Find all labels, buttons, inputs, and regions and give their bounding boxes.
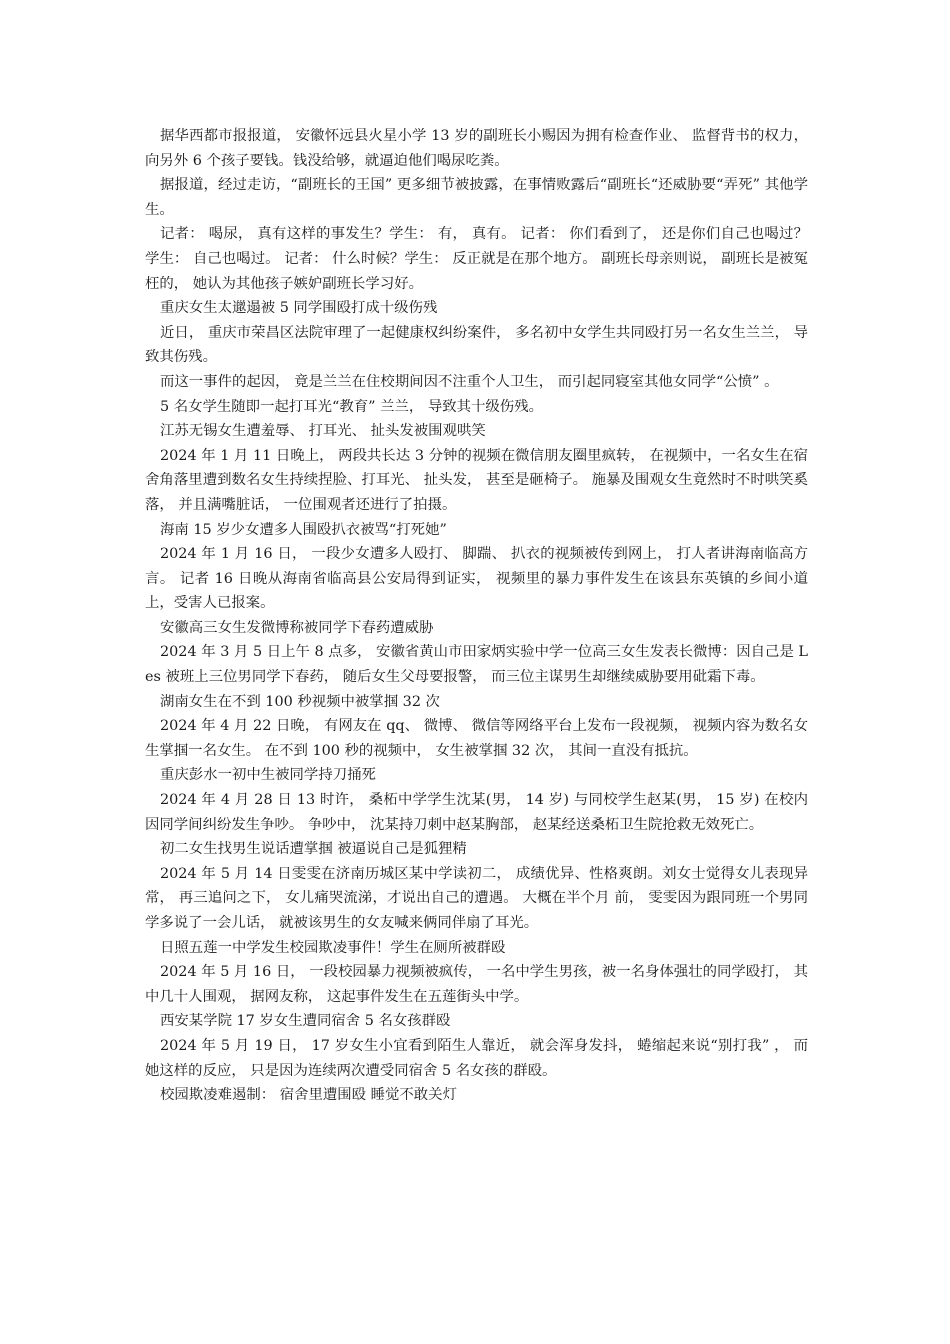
paragraph: 2024 年 5 月 19 日， 17 岁女生小宜看到陌生人靠近， 就会浑身发抖， 蜷缩起来说“别打我” ， 而她这样的反应， 只是因为连续两次遭受同宿舍 5 名女孩的群殴。 bbox=[145, 1037, 808, 1079]
paragraph: 2024 年 5 月 14 日雯雯在济南历城区某中学读初二， 成绩优异、性格爽朗。刘女士觉得女儿表现异常， 再三追问之下， 女儿痛哭流涕，才说出自己的遭遇。 大概在半个月 前， 雯雯因为跟同班一个男同学多说了一会儿话， 就被该男生的女友喊来俩同伴扇了耳光。 bbox=[145, 865, 808, 931]
paragraph: 据报道，经过走访，“副班长的王国” 更多细节被披露，在事情败露后“副班长“还威胁要“弄死” 其他学生。 bbox=[145, 177, 808, 218]
paragraph: 2024 年 1 月 11 日晚上， 两段共长达 3 分钟的视频在微信朋友圈里疯转， 在视频中，一名女生在宿舍角落里遭到数名女生持续捏脸、打耳光、 扯头发， 甚至是砸椅子。 施暴及围观女生竟然时不时哄笑奚落， 并且满嘴脏话， 一位围观者还进行了拍摄。 bbox=[145, 447, 808, 513]
paragraph: 据华西都市报报道， 安徽怀远县火星小学 13 岁的副班长小赐因为拥有检查作业、 监督背书的权力， 向另外 6 个孩子要钱。钱没给够，就逼迫他们喝尿吃粪。 bbox=[145, 128, 808, 169]
section-heading: 西安某学院 17 岁女生遭同宿舍 5 名女孩群殴 bbox=[160, 1013, 451, 1030]
paragraph: 而这一事件的起因， 竟是兰兰在住校期间因不注重个人卫生， 而引起同寝室其他女同学“公愤” 。 bbox=[160, 373, 779, 390]
paragraph: 2024 年 5 月 16 日， 一段校园暴力视频被疯传， 一名中学生男孩，被一名身体强壮的同学殴打， 其中几十人围观， 据网友称， 这起事件发生在五莲街头中学。 bbox=[145, 964, 808, 1005]
paragraph: 2024 年 3 月 5 日上午 8 点多， 安徽省黄山市田家炳实验中学一位高三女生发表长微博：因自己是 Les 被班上三位男同学下春药， 随后女生父母要报警， 而三位主谋男生却继续威胁要用砒霜下毒。 bbox=[145, 644, 808, 686]
section-heading: 校园欺凌难遏制： 宿舍里遭围殴 睡觉不敢关灯 bbox=[160, 1087, 457, 1104]
section-heading: 湖南女生在不到 100 秒视频中被掌掴 32 次 bbox=[160, 693, 440, 710]
paragraph: 2024 年 4 月 28 日 13 时许， 桑柘中学学生沈某(男， 14 岁) 与同校学生赵某(男， 15 岁) 在校内因同学间纠纷发生争吵。 争吵中， 沈某持刀刺中赵某胸部， 赵某经送桑柘卫生院抢救无效死亡。 bbox=[145, 792, 808, 833]
section-heading: 安徽高三女生发微博称被同学下春药遭威胁 bbox=[160, 619, 434, 636]
section-heading: 江苏无锡女生遭羞辱、 打耳光、 扯头发被围观哄笑 bbox=[160, 423, 486, 440]
section-heading: 海南 15 岁少女遭多人围殴扒衣被骂“打死她” bbox=[160, 521, 447, 538]
paragraph: 5 名女学生随即一起打耳光“教育” 兰兰， 导致其十级伤残。 bbox=[160, 398, 543, 415]
paragraph: 2024 年 4 月 22 日晚， 有网友在 qq、 微博、 微信等网络平台上发布一段视频， 视频内容为数名女生掌掴一名女生。 在不到 100 秒的视频中， 女生被掌掴 32 次， 其间一直没有抵抗。 bbox=[145, 718, 808, 759]
paragraph: 2024 年 1 月 16 日， 一段少女遭多人殴打、 脚踹、 扒衣的视频被传到网上， 打人者讲海南临高方言。 记者 16 日晚从海南省临高县公安局得到证实， 视频里的暴力事件发生在该县东英镇的乡间小道上，受害人已报案。 bbox=[145, 546, 808, 612]
section-heading: 重庆女生太邋遢被 5 同学围殴打成十级伤残 bbox=[160, 300, 438, 317]
paragraph: 记者： 喝尿， 真有这样的事发生？学生： 有， 真有。 记者： 你们看到了， 还是你们自己也喝过？学生： 自己也喝过。 记者： 什么时候？学生： 反正就是在那个地方。 副班长母亲则说， 副班长是被冤枉的， 她认为其他孩子嫉妒副班长学习好。 bbox=[145, 226, 808, 292]
section-heading: 日照五莲一中学发生校园欺凌事件！学生在厕所被群殴 bbox=[160, 939, 506, 956]
section-heading: 重庆彭水一初中生被同学持刀捅死 bbox=[160, 767, 376, 784]
paragraph: 近日， 重庆市荣昌区法院审理了一起健康权纠纷案件， 多名初中女学生共同殴打另一名女生兰兰， 导致其伤残。 bbox=[145, 324, 808, 366]
section-heading: 初二女生找男生说话遭掌掴 被逼说自己是狐狸精 bbox=[160, 841, 467, 858]
